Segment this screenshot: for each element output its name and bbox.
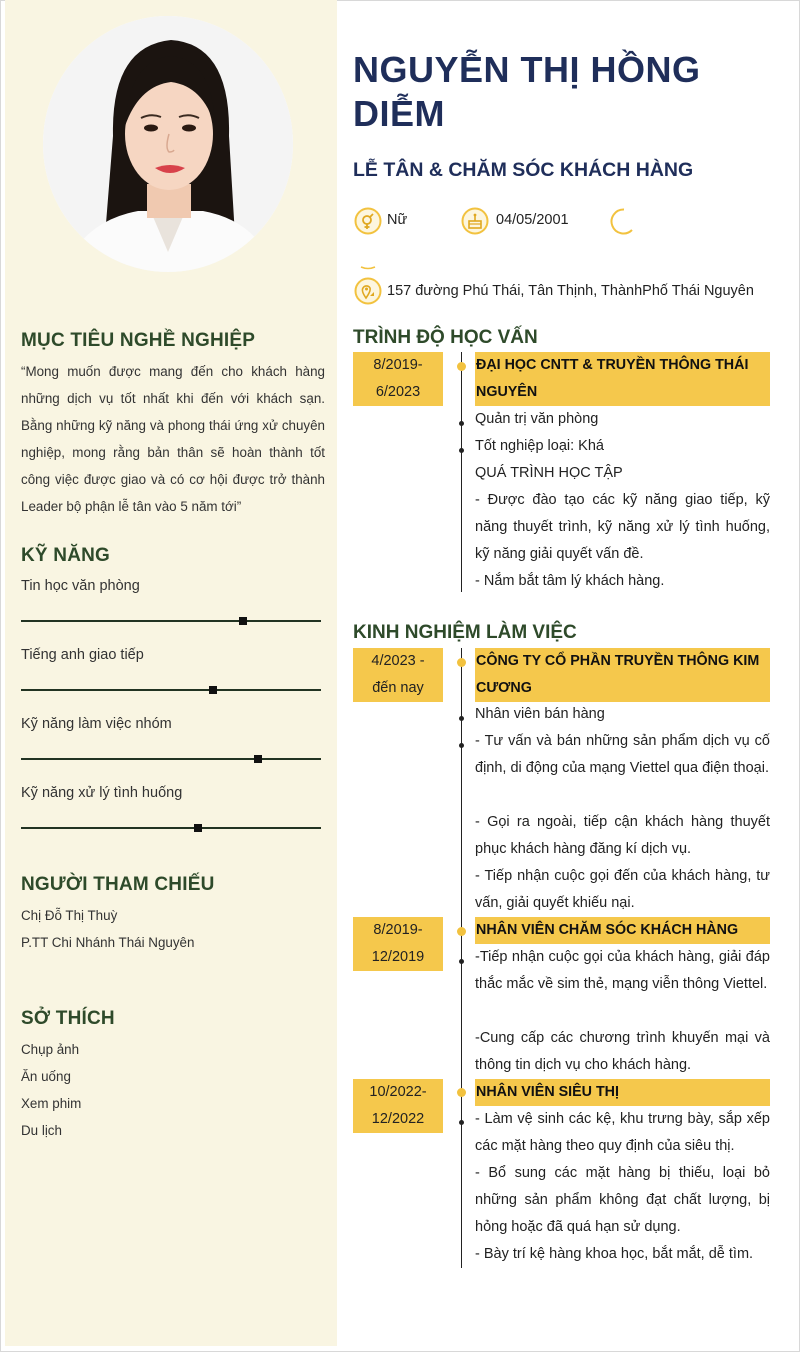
reference-position: P.TT Chi Nhánh Thái Nguyên — [21, 935, 195, 950]
job-role: Nhân viên bán hàng — [475, 706, 605, 722]
bullet-dot — [459, 743, 464, 748]
job-desc: -Tiếp nhận cuộc gọi của khách hàng, giải đáp thắc mắc về sim thẻ, mạng viễn thông Viettel. — [475, 949, 770, 992]
experience-title: KINH NGHIỆM LÀM VIỆC — [353, 622, 577, 643]
profile-photo — [43, 16, 293, 272]
job-desc: - Bổ sung các mặt hàng bị thiếu, loại bỏ những sản phẩm không đạt chất lượng, bị hỏng hoặc đã quá hạn sử dụng. — [475, 1165, 770, 1235]
education-process-2: - Nắm bắt tâm lý khách hàng. — [475, 573, 665, 589]
objective-text: “Mong muốn được mang đến cho khách hàng những dịch vụ tốt nhất khi đến với khách sạn. Bằng những kỹ năng và phong thái ứng xử chuyên nghiệp, mong rằng bản thân sẽ hoàn thành tốt công việc được giao và có cơ hội được trở thành Leader bộ phận lễ tân vào 5 năm tới” — [21, 364, 325, 514]
date-line: đến nay — [372, 680, 424, 696]
hobbies-title: SỞ THÍCH — [21, 1008, 115, 1029]
bullet-dot — [459, 448, 464, 453]
skill-level-marker — [209, 686, 217, 694]
cake-icon — [461, 207, 489, 235]
skill-level-bar — [21, 827, 321, 829]
bullet-dot — [459, 716, 464, 721]
skill-label: Tin học văn phòng — [21, 578, 140, 594]
skill-level-bar — [21, 620, 321, 622]
education-major: Quản trị văn phòng — [475, 411, 599, 427]
sidebar — [5, 0, 337, 1346]
company-name: NHÂN VIÊN CHĂM SÓC KHÁCH HÀNG — [475, 917, 770, 944]
company-line: CƯƠNG — [476, 680, 532, 696]
bullet-dot — [459, 421, 464, 426]
date-line: 10/2022- — [369, 1084, 427, 1100]
portrait-illustration — [43, 16, 293, 272]
job-desc: - Tư vấn và bán những sản phẩm dịch vụ cố định, di động của mạng Viettel qua điện thoại. — [475, 733, 770, 776]
hobby-item: Chụp ảnh — [21, 1042, 80, 1057]
job-desc: - Gọi ra ngoài, tiếp cận khách hàng thuyết phục khách hàng đăng kí dịch vụ. — [475, 814, 770, 857]
skill-label: Kỹ năng làm việc nhóm — [21, 716, 172, 732]
timeline-dot — [457, 927, 466, 936]
school-name — [475, 352, 770, 406]
references-title: NGƯỜI THAM CHIẾU — [21, 874, 215, 895]
education-process-title: QUÁ TRÌNH HỌC TẬP — [475, 465, 623, 481]
bullet-dot — [459, 959, 464, 964]
skill-level-marker — [239, 617, 247, 625]
phone-icon — [608, 207, 636, 235]
reference-name: Chị Đỗ Thị Thuỳ — [21, 908, 118, 923]
timeline-line — [461, 648, 462, 1268]
company-name: NHÂN VIÊN SIÊU THỊ — [475, 1079, 770, 1106]
job-desc: - Bày trí kệ hàng khoa học, bắt mắt, dễ tìm. — [475, 1246, 754, 1262]
hobby-item: Xem phim — [21, 1096, 82, 1111]
job-desc: -Cung cấp các chương trình khuyến mại và thông tin dịch vụ cho khách hàng. — [475, 1030, 770, 1073]
job-date — [353, 648, 443, 702]
skill-label: Tiếng anh giao tiếp — [21, 647, 144, 663]
school-line: NGUYÊN — [476, 384, 538, 400]
objective-title: MỤC TIÊU NGHỀ NGHIỆP — [21, 330, 256, 351]
date-line: 6/2023 — [375, 384, 421, 400]
skill-level-bar — [21, 689, 321, 691]
date-line: 12/2022 — [371, 1111, 425, 1127]
education-title: TRÌNH ĐỘ HỌC VẤN — [353, 327, 538, 348]
school-line: ĐẠI HỌC CNTT & TRUYỀN THÔNG THÁI — [476, 357, 749, 373]
job-date — [353, 917, 443, 971]
skill-level-marker — [194, 824, 202, 832]
birthday-value: 04/05/2001 — [496, 212, 569, 228]
company-name — [475, 648, 770, 702]
date-line: 8/2019- — [373, 922, 423, 938]
date-line: 8/2019- — [373, 357, 423, 373]
job-title: LỄ TÂN & CHĂM SÓC KHÁCH HÀNG — [353, 159, 694, 181]
location-icon — [354, 277, 382, 305]
skills-title: KỸ NĂNG — [21, 545, 111, 566]
hobby-item: Ăn uống — [21, 1069, 71, 1084]
job-desc: - Tiếp nhận cuộc gọi đến của khách hàng, tư vấn, giải quyết khiếu nại. — [475, 868, 770, 911]
date-line: 12/2019 — [371, 949, 425, 965]
address-value: 157 đường Phú Thái, Tân Thịnh, ThànhPhố Thái Nguyên — [387, 283, 754, 299]
job-desc: - Làm vệ sinh các kệ, khu trưng bày, sắp xếp các mặt hàng theo quy định của siêu thị. — [475, 1111, 770, 1154]
timeline-dot — [457, 658, 466, 667]
bullet-dot — [459, 1120, 464, 1125]
timeline-dot — [457, 1088, 466, 1097]
timeline-line — [461, 352, 462, 592]
education-process-1: - Được đào tạo các kỹ năng giao tiếp, kỹ năng thuyết trình, kỹ năng xử lý tình huống, kỹ năng giải quyết vấn đề. — [475, 492, 770, 562]
divider-mark — [360, 266, 376, 270]
candidate-name: NGUYỄN THỊ HỒNG DIỄM — [353, 49, 701, 134]
hobby-item: Du lịch — [21, 1123, 62, 1138]
skill-label: Kỹ năng xử lý tình huống — [21, 785, 183, 801]
company-line: CÔNG TY CỔ PHẦN TRUYỀN THÔNG KIM — [476, 653, 760, 669]
education-grade: Tốt nghiệp loại: Khá — [475, 438, 604, 454]
skill-level-bar — [21, 758, 321, 760]
timeline-dot — [457, 362, 466, 371]
job-date — [353, 1079, 443, 1133]
gender-icon — [354, 207, 382, 235]
education-date — [353, 352, 443, 406]
date-line: 4/2023 - — [371, 653, 425, 669]
gender-value: Nữ — [387, 212, 408, 228]
skill-level-marker — [254, 755, 262, 763]
